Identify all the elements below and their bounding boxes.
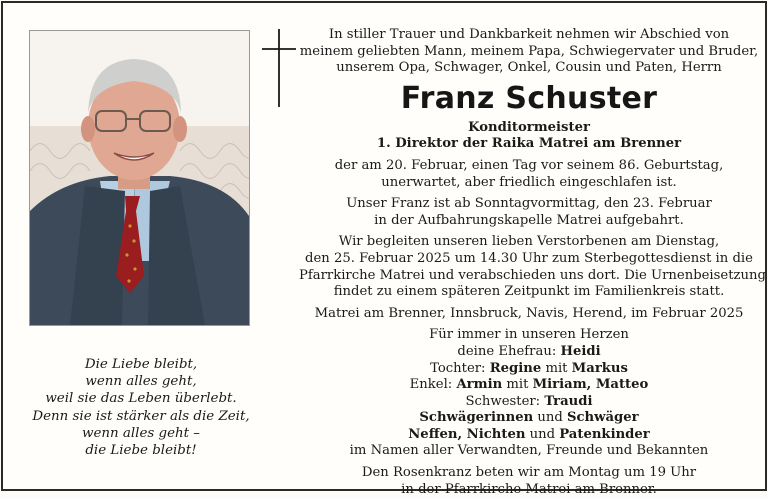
- cross-icon: [261, 29, 297, 109]
- viewing-line: in der Aufbahrungskapelle Matrei aufgebahrt.: [374, 212, 684, 228]
- mourner-nephews: [299, 427, 759, 444]
- grandchild-2: Miriam, Matteo: [532, 377, 649, 393]
- poem-line: Denn sie ist stärker als die Zeit,: [32, 408, 250, 424]
- viewing-line: Unser Franz ist ab Sonntagvormittag, den 23. Februar: [346, 196, 712, 212]
- daughter-name: Regine: [489, 360, 542, 376]
- death-line: unerwartet, aber friedlich eingeschlafen ist.: [381, 174, 677, 190]
- mourners-intro: Für immer in unseren Herzen: [429, 327, 629, 343]
- poem-line: weil sie das Leben überlebt.: [45, 391, 237, 407]
- godchildren-and: und: [525, 426, 560, 442]
- funeral-line: findet zu einem späteren Zeitpunkt im Familienkreis statt.: [333, 284, 725, 300]
- profession: Konditormeister: [468, 119, 590, 135]
- rosary-line: in der Pfarrkirche Matrei am Brenner.: [401, 481, 657, 497]
- mourner-others: im Namen aller Verwandten, Freunde und Bekannten: [349, 443, 709, 459]
- poem-line: Die Liebe bleibt,: [84, 357, 198, 372]
- obituary-card: [1, 1, 767, 497]
- intro-line: In stiller Trauer und Dankbarkeit nehmen wir Abschied von: [328, 27, 730, 42]
- nephews: Neffen, Nichten: [408, 426, 526, 442]
- mourner-sister: [299, 394, 759, 411]
- portrait-photo: [29, 30, 250, 326]
- place-date: Matrei am Brenner, Innsbruck, Navis, Herend, im Februar 2025: [314, 305, 744, 321]
- poem-line: wenn alles geht –: [82, 425, 200, 441]
- poem: [25, 356, 257, 459]
- funeral-line: Pfarrkirche Matrei und verabschieden uns dort. Die Urnenbeisetzung: [299, 267, 766, 283]
- mourner-grandchildren: [299, 377, 759, 394]
- position: 1. Direktor der Raika Matrei am Brenner: [376, 136, 682, 152]
- grandchildren-label: Enkel:: [409, 377, 457, 393]
- rosary-line: Den Rosenkranz beten wir am Montag um 19 Uhr: [361, 465, 697, 481]
- wife-label: deine Ehefrau:: [457, 343, 561, 359]
- deceased-name: Franz Schuster: [400, 80, 658, 116]
- daughter-with: mit: [541, 360, 572, 376]
- funeral-line: Wir begleiten unseren lieben Verstorbenen am Dienstag,: [338, 234, 720, 250]
- grandchild-with: mit: [502, 377, 533, 393]
- godchildren: Patenkinder: [559, 426, 650, 442]
- sister-label: Schwester:: [465, 393, 545, 409]
- mourner-daughter: [299, 361, 759, 378]
- funeral-line: den 25. Februar 2025 um 14.30 Uhr zum Sterbegottesdienst in die: [305, 250, 753, 266]
- portrait-illustration: [30, 31, 249, 325]
- intro-line: unserem Opa, Schwager, Onkel, Cousin und Paten, Herrn: [336, 60, 722, 76]
- inlaws-2: Schwäger: [566, 410, 639, 426]
- intro-line: meinem geliebten Mann, meinem Papa, Schwiegervater und Bruder,: [299, 43, 759, 59]
- inlaws-1: Schwägerinnen: [419, 410, 534, 426]
- poem-line: die Liebe bleibt!: [85, 443, 197, 459]
- inlaws-and: und: [533, 410, 567, 426]
- daughter-label: Tochter:: [430, 360, 490, 376]
- mourner-wife: [299, 344, 759, 361]
- daughter-partner: Markus: [571, 360, 628, 376]
- wife-name: Heidi: [560, 343, 601, 359]
- grandchild-1: Armin: [456, 377, 503, 393]
- obituary-text: [299, 27, 766, 498]
- poem-line: wenn alles geht,: [85, 374, 197, 390]
- death-line: der am 20. Februar, einen Tag vor seinem 86. Geburtstag,: [334, 157, 724, 173]
- mourner-inlaws: [299, 410, 759, 427]
- sister-name: Traudi: [544, 393, 593, 409]
